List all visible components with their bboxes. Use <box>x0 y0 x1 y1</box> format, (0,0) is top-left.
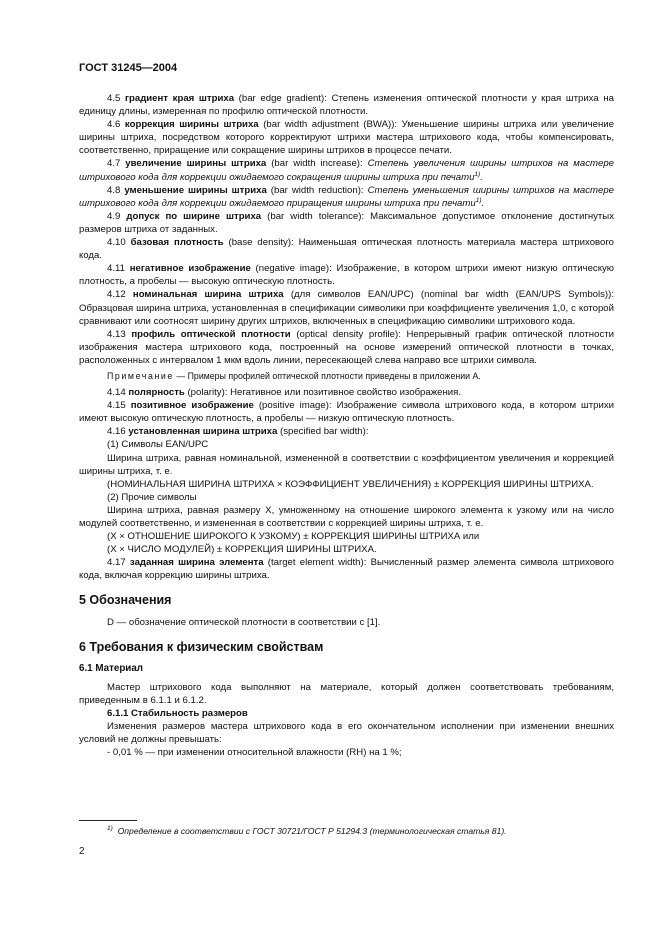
section-6-1-text: Мастер штрихового кода выполняют на материале, который должен соответствовать требованиям, приведенным в 6.1.1 и 6.1.2. <box>79 681 614 706</box>
clause-4-12: 4.12 номинальная ширина штриха (для символов EAN/UPC) (nominal bar width (EAN/UPS Symbols)): Образцовая ширина штриха, установленная в спецификации символики при коэффициенте увеличения 1,0, с которой сравнивают или соотносят ширину других штрихов, включенных в спецификацию символики штрихового кода. <box>79 289 614 327</box>
clause-4-6: 4.6 коррекция ширины штриха (bar width adjustment (BWA)): Уменьшение ширины штриха или увеличение ширины штриха, посредством которого корректируют штрихи мастера штрихового кода, чтобы компенсировать, соответственно, приращение или сокращение ширины штрихов в процессе печати. <box>79 119 614 157</box>
footnote-ref[interactable]: 1) <box>474 170 481 178</box>
term: уменьшение ширины штриха <box>124 184 267 196</box>
list-item: - 0,01 % — при изменении относительной влажности (RH) на 1 %; <box>107 747 402 759</box>
term: заданная ширина элемента <box>129 557 264 569</box>
clause-4-9: 4.9 допуск по ширине штриха (bar width tolerance): Максимальное допустимое отклонение достигнутых размеров штриха от заданных. <box>79 210 614 235</box>
clause-4-5: 4.5 градиент края штриха (bar edge gradient): Степень изменения оптической плотности у края штриха на единицу длины, измеренная по профилю оптической плотности. <box>79 93 614 118</box>
section-5-heading: 5 Обозначения <box>79 593 172 608</box>
term: негативное изображение <box>129 263 251 275</box>
clause-4-15: 4.15 позитивное изображение (positive image): Изображение символа штрихового кода, в котором штрихи имеют высокую оптическую плотность, а пробелы — низкую оптическую плотность. <box>79 400 614 425</box>
term: позитивное изображение <box>130 400 254 412</box>
clause-4-16-sub2-text: Ширина штриха, равная размеру X, умноженному на отношение широкого элемента к узкому или на число модулей соответственно, и измененная в соответствии с коррекцией ширины штриха, т. е. <box>79 504 614 529</box>
term: базовая плотность <box>130 237 224 249</box>
clause-4-8: 4.8 уменьшение ширины штриха (bar width reduction): Степень уменьшения ширины штрихов на мастере штрихового кода для коррекции ожидаемого приращения ширины штриха при печати$^{1)}$. <box>79 184 614 209</box>
term: градиент края штриха <box>125 93 235 104</box>
footnote: $^{1)}$ Определение в соответствии с ГОСТ 30721/ГОСТ Р 51294.3 (терминологическая статья 81). <box>107 825 507 836</box>
clause-4-10: 4.10 базовая плотность (base density): Наименьшая оптическая плотность материала мастера штрихового кода. <box>79 237 615 262</box>
footnote-separator <box>79 820 137 821</box>
clause-4-7: 4.7 увеличение ширины штриха (bar width increase): Степень увеличения ширины штрихов на мастере штрихового кода для коррекции ожидаемого сокращения ширины штриха при печати$^{1)}$. <box>79 158 614 183</box>
clause-4-16: 4.16 установленная ширина штриха (specified bar width): <box>107 426 369 438</box>
term: полярность <box>128 387 185 399</box>
term: номинальная ширина штриха <box>132 289 284 301</box>
term: установленная ширина штриха <box>128 426 278 438</box>
document-header: ГОСТ 31245—2004 <box>79 62 178 74</box>
note: Примечание — Примеры профилей оптической плотности приведены в приложении А. <box>107 370 481 381</box>
clause-4-11: 4.11 негативное изображение (negative image): Изображение, в котором штрихи имеют низкую оптическую плотность, а пробелы — высокую оптическую плотность. <box>79 263 614 288</box>
section-5-text: D — обозначение оптической плотности в соответствии с [1]. <box>107 616 381 628</box>
formula-2: (X × ОТНОШЕНИЕ ШИРОКОГО К УЗКОМУ) ± КОРРЕКЦИЯ ШИРИНЫ ШТРИХА или <box>107 531 480 543</box>
section-6-1-heading: 6.1 Материал <box>79 662 143 674</box>
clause-4-14: 4.14 полярность (polarity): Негативное или позитивное свойство изображения. <box>107 387 462 399</box>
note-label: Примечание <box>107 370 174 381</box>
clause-4-13: 4.13 профиль оптической плотности (optical density profile): Непрерывный график оптической плотности изображения мастера штрихового кода, построенный на основе измерений оптической плотности в точках, расположенных с интервалом 1 мкм вдоль линии, пересекающей слева направо все штрихи символа. <box>79 328 614 366</box>
footnote-mark: 1) <box>107 825 113 833</box>
footnote-ref[interactable]: 1) <box>475 196 482 204</box>
term: профиль оптической плотности <box>131 328 291 340</box>
term: допуск по ширине штриха <box>126 210 262 222</box>
clause-4-16-sub2-title: (2) Прочие символы <box>107 491 197 503</box>
formula-3: (X × ЧИСЛО МОДУЛЕЙ) ± КОРРЕКЦИЯ ШИРИНЫ ШТРИХА. <box>107 544 377 556</box>
section-6-heading: 6 Требования к физическим свойствам <box>79 639 324 654</box>
term: увеличение ширины штриха <box>125 158 267 170</box>
formula-1: (НОМИНАЛЬНАЯ ШИРИНА ШТРИХА × КОЭФФИЦИЕНТ УВЕЛИЧЕНИЯ) ± КОРРЕКЦИЯ ШИРИНЫ ШТРИХА. <box>107 478 594 490</box>
clause-4-17: 4.17 заданная ширина элемента (target element width): Вычисленный размер элемента символа штрихового кода, включая коррекцию ширины штриха. <box>79 557 614 582</box>
term: коррекция ширины штриха <box>124 119 259 131</box>
section-6-1-1-text: Изменения размеров мастера штрихового кода в его окончательном исполнении при изменении внешних условий не должны превышать: <box>79 721 614 746</box>
main-content <box>79 92 614 759</box>
section-6-1-1-heading: 6.1.1 Стабильность размеров <box>107 708 248 720</box>
clause-4-16-sub1-text: Ширина штриха, равная номинальной, измененной в соответствии с коэффициентом увеличения и коррекцией ширины штриха, т. е. <box>79 452 614 477</box>
page-number: 2 <box>79 846 85 857</box>
clause-4-16-sub1-title: (1) Символы EAN/UPC <box>107 439 209 451</box>
